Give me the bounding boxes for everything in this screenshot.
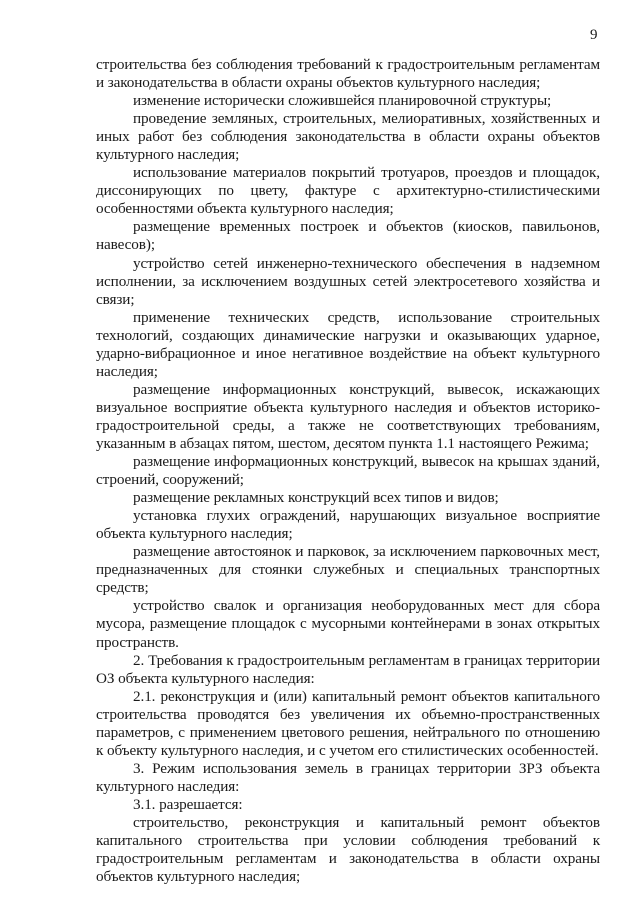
subsection-2-1: 2.1. реконструкция и (или) капитальный ремонт объектов капитального строительства проводятся без увеличения их объемно-пространственных параметров, с применением цветового решения, нейтрального по отношению к объекту культурного наследия, и с учетом его стилистических особенностей. bbox=[96, 687, 600, 759]
paragraph: размещение временных построек и объектов (киосков, павильонов, навесов); bbox=[96, 218, 600, 254]
page-number: 9 bbox=[590, 27, 598, 43]
document-body bbox=[96, 56, 600, 886]
paragraph: проведение земляных, строительных, мелиоративных, хозяйственных и иных работ без соблюдения законодательства в области охраны объектов культурного наследия; bbox=[96, 110, 600, 164]
subsection-3-1: 3.1. разрешается: bbox=[133, 795, 243, 813]
paragraph: строительство, реконструкция и капитальный ремонт объектов капитального строительства при условии соблюдения требований к градостроительным регламентам и законодательства в области охраны объектов культурного наследия; bbox=[96, 813, 600, 886]
paragraph: установка глухих ограждений, нарушающих визуальное восприятие объекта культурного наследия; bbox=[96, 507, 600, 543]
paragraph: использование материалов покрытий тротуаров, проездов и площадок, диссонирующих по цвету, фактуре с архитектурно-стилистическими особенностями объекта культурного наследия; bbox=[96, 164, 600, 218]
paragraph: устройство свалок и организация необорудованных мест для сбора мусора, размещение площадок с мусорными контейнерами в зонах открытых пространств. bbox=[96, 597, 600, 651]
paragraph: размещение автостоянок и парковок, за исключением парковочных мест, предназначенных для стоянки служебных и специальных транспортных средств; bbox=[96, 543, 600, 597]
paragraph: изменение исторически сложившейся планировочной структуры; bbox=[133, 92, 552, 110]
paragraph: строительства без соблюдения требований к градостроительным регламентам и законодательства в области охраны объектов культурного наследия; bbox=[96, 56, 600, 92]
paragraph: применение технических средств, использование строительных технологий, создающих динамические нагрузки и оказывающих ударное, ударно-вибрационное и иное негативное воздействие на объект культурного наследия; bbox=[96, 308, 600, 380]
paragraph: устройство сетей инженерно-технического обеспечения в надземном исполнении, за исключением воздушных сетей электросетевого хозяйства и связи; bbox=[96, 254, 600, 308]
paragraph: размещение информационных конструкций, вывесок, искажающих визуальное восприятие объекта культурного наследия и объектов историко-градостроительной среды, а также не соответствующих требованиям, указанным в абзацах пятом, шестом, десятом пункта 1.1 настоящего Режима; bbox=[96, 380, 600, 452]
paragraph: размещение рекламных конструкций всех типов и видов; bbox=[133, 489, 499, 507]
section-heading-2: 2. Требования к градостроительным регламентам в границах территории ОЗ объекта культурного наследия: bbox=[96, 651, 600, 687]
section-heading-3: 3. Режим использования земель в границах территории ЗРЗ объекта культурного наследия: bbox=[96, 759, 600, 795]
paragraph: размещение информационных конструкций, вывесок на крышах зданий, строений, сооружений; bbox=[96, 453, 600, 489]
